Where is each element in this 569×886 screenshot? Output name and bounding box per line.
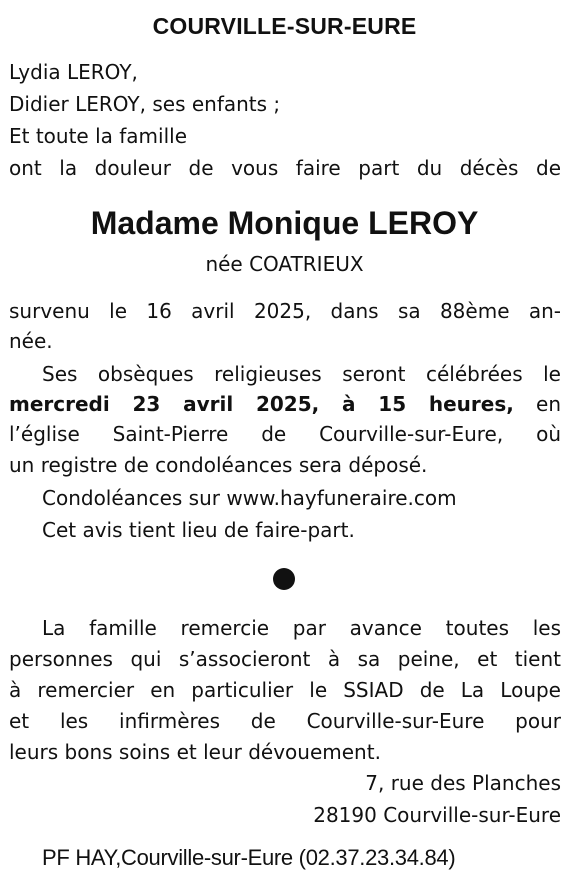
thanks-line-1: La famille remercie par avance toutes les bbox=[42, 616, 561, 640]
funeral-home: PF HAY,Courville-sur-Eure (02.37.23.34.84) bbox=[42, 845, 456, 870]
thanks-line-5: leurs bons soins et leur dévouement. bbox=[9, 740, 381, 764]
announcement-line-4 bbox=[9, 390, 561, 419]
notice-line: Cet avis tient lieu de faire-part. bbox=[42, 518, 355, 542]
announcement-line-2: née. bbox=[9, 329, 53, 353]
separator-bullet-icon bbox=[273, 568, 295, 590]
thanks-line-3: à remercier en particulier le SSIAD de La Loupe bbox=[9, 678, 561, 702]
thanks-line-2: personnes qui s’associeront à sa peine, et tient bbox=[9, 647, 561, 671]
announcement-line-3: Ses obsèques religieuses seront célébrées le bbox=[42, 362, 561, 386]
family-line-4: ont la douleur de vous faire part du décès de bbox=[9, 156, 561, 180]
deceased-name: Madame Monique LEROY bbox=[90, 205, 479, 241]
ceremony-date: mercredi 23 avril 2025, à 15 heures, bbox=[9, 392, 514, 416]
thanks-line-4: et les infirmères de Courville-sur-Eure pour bbox=[9, 709, 561, 733]
town-heading: COURVILLE-SUR-EURE bbox=[152, 13, 417, 39]
condolences-line: Condoléances sur www.hayfuneraire.com bbox=[42, 486, 457, 510]
announcement-line-4-rest: en bbox=[513, 392, 562, 416]
family-line-3: Et toute la famille bbox=[9, 124, 188, 148]
announcement-line-1: survenu le 16 avril 2025, dans sa 88ème an- bbox=[9, 299, 561, 323]
family-line-1: Lydia LEROY, bbox=[9, 60, 138, 84]
maiden-name: née COATRIEUX bbox=[205, 252, 364, 276]
address-street: 7, rue des Planches bbox=[365, 771, 561, 795]
family-line-2: Didier LEROY, ses enfants ; bbox=[9, 92, 281, 116]
announcement-line-6: un registre de condoléances sera déposé. bbox=[9, 453, 428, 477]
address-city: 28190 Courville-sur-Eure bbox=[313, 803, 561, 827]
announcement-line-5: l’église Saint-Pierre de Courville-sur-Eure, où bbox=[9, 422, 561, 446]
